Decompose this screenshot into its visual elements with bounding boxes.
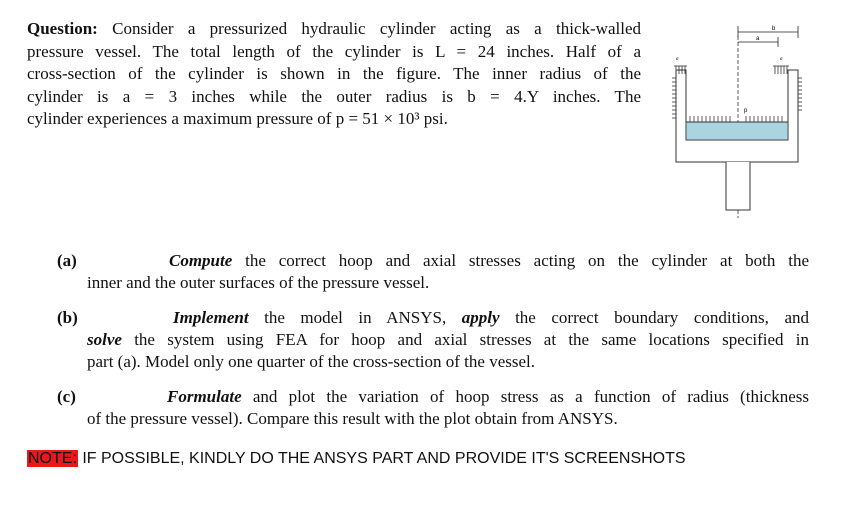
part-a-label: (a) (57, 251, 77, 270)
part-b-line-1: Implement the model in ANSYS, apply the correct boundary conditions, and (173, 308, 809, 327)
part-b (57, 307, 809, 375)
wall-hatching-left (672, 78, 676, 118)
label-b: b (772, 26, 776, 32)
question-line-5: cylinder experiences a maximum pressure of p = 51 × 10³ psi. (27, 109, 448, 128)
label-a: a (756, 36, 760, 42)
part-c-keyword: Formulate (167, 387, 242, 406)
note-label: NOTE: (28, 450, 77, 467)
part-a-keyword: Compute (169, 251, 233, 270)
dimension-b (738, 26, 798, 38)
part-b-line-3: part (a). Model only one quarter of the cross-section of the vessel. (87, 352, 535, 371)
part-a-line-2: inner and the outer surfaces of the pressure vessel. (87, 273, 430, 292)
part-c-line-1: Formulate and plot the variation of hoop stress as a function of radius (thickness (167, 387, 809, 406)
question-line-4: cylinder is a = 3 inches while the outer radius is b = 4.Y inches. The (27, 86, 641, 106)
question-line-2: pressure vessel. The total length of the cylinder is L = 24 inches. Half of a (27, 41, 641, 61)
question-line-1: Question: Consider a pressurized hydraulic cylinder acting as a thick-walled (27, 19, 641, 38)
question-label: Question: (27, 19, 98, 38)
fluid-region (686, 122, 788, 140)
label-p: p (744, 108, 748, 114)
part-a (57, 250, 809, 296)
cylinder-cross-section-figure (660, 22, 820, 222)
part-c (57, 386, 809, 432)
part-c-line-2: of the pressure vessel). Compare this result with the plot obtain from ANSYS. (87, 409, 618, 428)
part-b-label: (b) (57, 308, 78, 327)
label-sigma-left: σ (676, 57, 679, 62)
piston-rod (726, 162, 750, 210)
pressure-arrows (690, 116, 782, 122)
note-text: IF POSSIBLE, KINDLY DO THE ANSYS PART AND PROVIDE IT'S SCREENSHOTS (77, 450, 686, 467)
question-line-3: cross-section of the cylinder is shown in the figure. The inner radius of the (27, 64, 641, 83)
note (27, 449, 686, 469)
axial-stress-arrows-right (773, 66, 789, 74)
question-text (27, 18, 641, 131)
wall-hatching-right (798, 78, 802, 110)
part-b-keyword: Implement (173, 308, 249, 327)
part-a-line-1: Compute the correct hoop and axial stresses acting on the cylinder at both the (169, 251, 809, 270)
label-sigma-right: σ (780, 57, 783, 62)
part-b-line-2: solve the system using FEA for hoop and axial stresses at the same locations specified in (87, 330, 809, 349)
part-c-label: (c) (57, 387, 76, 406)
